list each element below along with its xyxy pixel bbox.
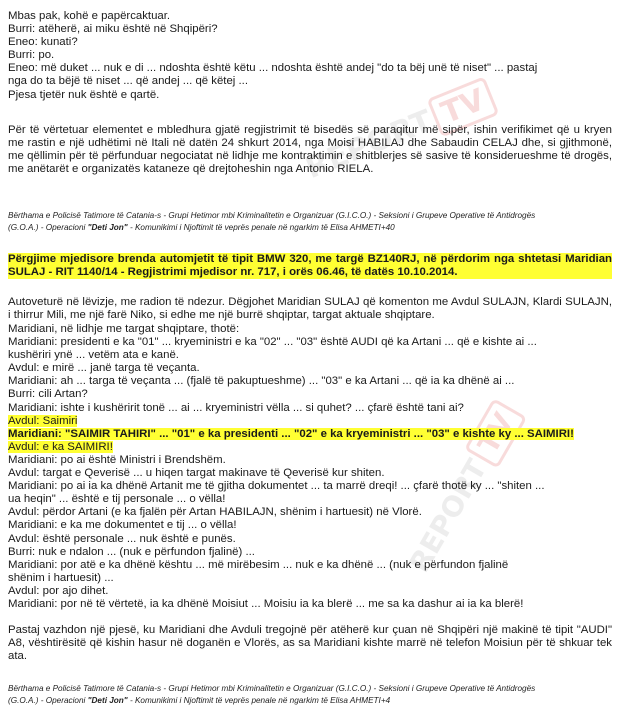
watermark-report-tv: REPORT <box>400 398 527 580</box>
dialogue-line: Maridiani: por në të vërtetë, ia ka dhënë Moisiut ... Moisiu ia ka blerë ... me sa ka dashur ai ia ka blerë! <box>8 597 524 610</box>
verification-paragraph: Për të vërtetuar elementet e mbledhura gjatë regjistrimit të bisedës së paraqitur më sipër, ishin verifikimet që u kryen me rastin e një udhëtimi në Itali në datën 24 shkurt 2014, nga Moisi HABILAJ dhe Sabaudin CELAJ dhe, si gjithmonë, me qëllimin për të përfunduar negociatat në lidhje me kontraktimin e shitblerjes së sasive të konsiderueshme të drogës, me anëtarët e organizatës kataneze që drejtoheshin nga Antonio RIELA. <box>8 124 612 176</box>
dialogue-line: Burri: nuk e ndalon ... (nuk e përfundon fjalinë) ... <box>8 545 255 558</box>
dialogue-line: Burri: cili Artan? <box>8 388 88 401</box>
dialogue-line: Avdul: përdor Artani (e ka fjalën për Artan HABILAJN, shënim i hartuesit) në Vlorë. <box>8 506 422 519</box>
dialogue-line: Maridiani: por atë e ka dhënë kështu ... më mirëbesim ... nuk e ka dhënë ... (nuk e përfundon fjalinë <box>8 558 509 571</box>
dialogue-line: Burri: po. <box>8 49 55 62</box>
dialogue-line: Avdul: targat e Qeverisë ... u hiqen targat makinave të Qeverisë kur shiten. <box>8 467 385 480</box>
closing-paragraph: Pastaj vazhdon një pjesë, ku Maridiani dhe Avduli tregojnë për atëherë kur çuan në Shqipëri një makinë të tipit "AUDI" A8, vështirësitë që kishin hasur në doganën e Vlorës, as sa Maridiani kishte marrë në telefon Moisiun për të shkuar tek ata. <box>8 624 612 663</box>
watermark-report-tv: REPORTTV <box>300 76 500 189</box>
dialogue-section-1 <box>8 10 612 102</box>
dialogue-line: Maridiani: po ai është Ministri i Brendshëm. <box>8 453 226 466</box>
dialogue-line: Burri: atëherë, ai miku është në Shqipëri? <box>8 23 218 36</box>
footnote-source-2 <box>8 683 612 706</box>
dialogue-line: Eneo: më duket ... nuk e di ... ndoshta është këtu ... ndoshta është andej "do ta bëj unë të niset" ... pastaj <box>8 62 538 75</box>
intro-paragraph: Autoveturë në lëvizje, me radion të ndezur. Dëgjohet Maridian SULAJ që komenton me Avdul SULAJN, Klardi SULAJN, i thirrur Mili, me një farë Niko, si edhe me një burrë shqiptar, targat aktuale shqiptare. <box>8 296 612 322</box>
section-heading-highlighted: Përgjime mjedisore brenda automjetit të tipit BMW 320, me targë BZ140RJ, në përdorim nga shtetasi Maridian SULAJ - RIT 1140/14 - Regjistrimi mjedisor nr. 717, i orës 06.46, të datës 10.10.2014. <box>8 253 612 279</box>
dialogue-line: Maridiani: ah ... targa të veçanta ... (fjalë të pakuptueshme) ... "03" e ka Artani ... që ia ka dhënë ai ... <box>8 375 515 388</box>
footnote-line: (G.O.A.) - Operacioni "Deti Jon" - Komunikimi i Njoftimit të veprës penale në ngarkim të Elisa AHMETI+4 <box>8 695 391 705</box>
footnote-line: (G.O.A.) - Operacioni "Deti Jon" - Komunikimi i Njoftimit të veprës penale në ngarkim të Elisa AHMETI+40 <box>8 222 395 232</box>
dialogue-line: Avdul: e mirë ... janë targa të veçanta. <box>8 362 200 375</box>
footnote-line: Bërthama e Policisë Tatimore të Catania-s - Grupi Hetimor mbi Kriminalitetin e Organizuar (G.I.C.O.) - Seksioni i Grupeve Operative të Antidrogës <box>8 684 536 693</box>
dialogue-line: Maridiani: e ka me dokumentet e tij ... o vëlla! <box>8 519 237 532</box>
highlighted-dialogue-line: Avdul: e ka SAIMIRI! <box>8 440 113 453</box>
dialogue-line: kushëriri ynë ... vetëm ata e kanë. <box>8 349 179 362</box>
dialogue-line: Mbas pak, kohë e papërcaktuar. <box>8 10 171 22</box>
dialogue-line: shënim i hartuesit) ... <box>8 571 114 584</box>
dialogue-line: Maridiani: ishte i kushëririt tonë ... ai ... kryeministri vëlla ... si quhet? ... çfarë është tani ai? <box>8 401 464 414</box>
dialogue-line: Avdul: është personale ... nuk është e punës. <box>8 532 236 545</box>
highlighted-dialogue-line: Maridiani: "SAIMIR TAHIRI" ... "01" e ka presidenti ... "02" e ka kryeministri ... "03" e kishte ky ... SAIMIRI! <box>8 427 574 440</box>
dialogue-line: nga do ta bëjë të niset ... që andej ... që këtej ... <box>8 75 248 88</box>
dialogue-section-2 <box>8 323 612 611</box>
dialogue-line: Pjesa tjetër nuk është e qartë. <box>8 88 160 101</box>
footnote-source-1 <box>8 210 612 233</box>
dialogue-line: ua heqin" ... është e tij personale ... o vëlla! <box>8 493 226 506</box>
footnote-line: Bërthama e Policisë Tatimore të Catania-s - Grupi Hetimor mbi Kriminalitetin e Organizuar (G.I.C.O.) - Seksioni i Grupeve Operative të Antidrogës <box>8 211 536 220</box>
dialogue-line: Maridiani: po ai ia ka dhënë Artanit me të gjitha dokumentet ... ta marrë dreqi! ... çfarë thotë ky ... "shiten ... <box>8 480 545 493</box>
dialogue-line: Maridiani: presidenti e ka "01" ... kryeministri e ka "02" ... "03" është AUDI që ka Artani ... që e kishte ai ... <box>8 336 537 349</box>
dialogue-line: Avdul: por ajo dihet. <box>8 584 109 597</box>
dialogue-line: Eneo: kunati? <box>8 36 78 49</box>
highlighted-dialogue-line: Avdul: Saimiri <box>8 414 78 427</box>
dialogue-line: Maridiani, në lidhje me targat shqiptare, thotë: <box>8 323 240 335</box>
